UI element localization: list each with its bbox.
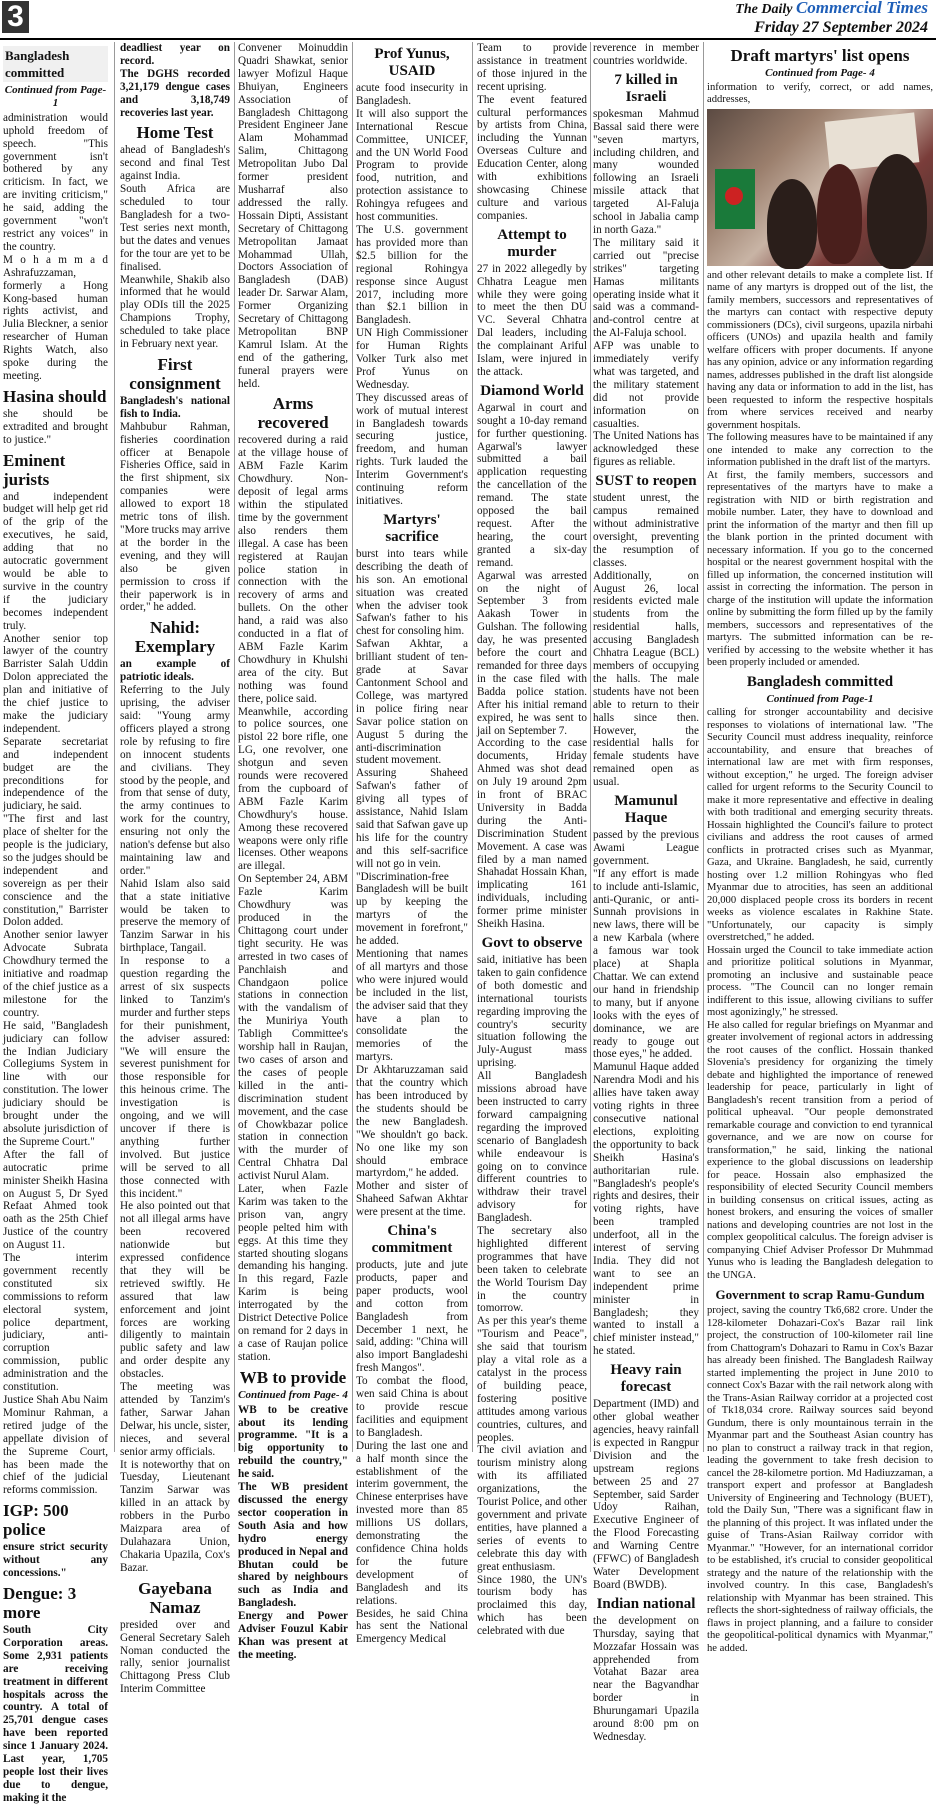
continued-label: Continued from Page- 4 xyxy=(238,1388,348,1401)
issue-date: Friday 27 September 2024 xyxy=(754,19,928,36)
article-text: It will also support the International Rescue Committee, UNICEF, and the UN World Food Program to provide food, nutrition, and protection assistance to Rohingya refugees and host communities. xyxy=(356,107,468,224)
article-text: The secretary also highlighted different programmes that have been taken to celebrate the World Tourism Day in the country tomorrow. xyxy=(477,1225,587,1315)
headline: IGP: 500 police xyxy=(3,1501,69,1540)
article-text: acute food insecurity in Bangladesh. xyxy=(356,82,468,107)
continued-label: Continued from Page-1 xyxy=(4,84,107,109)
article-text: To combat the flood, wen said China is about to provide rescue facilities and equipment to Bangladesh. xyxy=(356,1375,468,1439)
column-divider xyxy=(590,42,591,1452)
article-text: The interim government recently constituted six commissions to reform electoral system, police department, judiciary, anti-corruption commission, public administration and the constitution. xyxy=(3,1252,108,1394)
headline: Hasina should xyxy=(3,386,107,406)
article-text: In response to a question regarding the arrest of six suspects linked to Tanzim's murder and further steps for their punishment, the adviser assured: "We will ensure the severest punishment for those responsible for this heinous crime. The investigation is ongoing, and we will uncover if there is anything further involved. But justice will be served to all those connected with this incident." xyxy=(120,955,230,1200)
article-text: The civil aviation and tourism ministry along with its affiliated organizations, the Tourist Police, and other government and private entities, have planned a series of events to celebrate this day with great enthusiasm. xyxy=(477,1444,587,1573)
column-7 xyxy=(707,42,933,1654)
article-text: The following measures have to be maintained if any one intended to make any correction to the information published in the draft list of the martyrs. xyxy=(707,432,933,468)
article-text: administration would uphold freedom of speech. "This government isn't bothered by any criticism. In fact, we are inviting criticism," he said, adding the government "won't restrict any voices" in the country. xyxy=(3,111,108,253)
article-text: calling for stronger accountability and decisive responses to violations of international law. "The Security Council must address inequality, reinforce accountability, and ensure that breaches of international law are met with firm responses, without exception," he urged. The foreign adviser called for urgent reforms to the Security Council to make it more representative and effective in dealing with both traditional and emerging security threats. Hossain highlighted the Council's failure to protect civilians and address the root causes of armed conflicts in protracted crises such as Myanmar, Gaza, and Ukraine. Bangladesh, he said, currently hosting over 1.2 million Rohingyas who fled Myanmar due to atrocities, has seen an additional 20,000 displaced people cross its borders in recent weeks as violence escalates in Rakhine State. "Unfortunately, our capacity is simply overstretched," he added. xyxy=(707,707,933,943)
article-text: passed by the previous Awami League government. xyxy=(593,829,699,867)
article-text: M o h a m m a d Ashrafuzzaman, formerly a Hong Kong-based human rights activist, and Julia Bleckner, a senior researcher of Human Rights Watch, also spoke during the meeting. xyxy=(3,253,108,382)
column-divider xyxy=(352,42,353,1452)
article-text: Another senior top lawyer of the country Barrister Salah Uddin Dolon appreciated the plan and initiative of the chief justice to make the judiciary independent. xyxy=(3,632,108,735)
article-text: WB to be creative about its lending programme. "It is a big opportunity to rebuild the country," he said. xyxy=(238,1403,348,1481)
column-divider xyxy=(472,42,473,1452)
article-text: Energy and Power Adviser Fouzul Kabir Khan was present at the meeting. xyxy=(238,1610,348,1661)
article-text: All Bangladesh missions abroad have been instructed to carry forward campaigning regarding the improved scenario of Bangladesh while endeavour is going on to convince different countries to withdraw their travel advisory for Bangladesh. xyxy=(477,1070,587,1225)
article-text: reverence in member countries worldwide. xyxy=(593,42,699,67)
article-text: UN High Commissioner for Human Rights Volker Turk also met Prof Yunus on Wednesday. xyxy=(356,327,468,391)
article-text: "If any effort is made to include anti-Islamic, anti-Quranic, or anti-Sunnah provisions in new laws, there will be a new Karbala (where a famous war took place) at Shapla Chattar. We can extend our hand in friendship to many, but if anyone looks with the eyes of dominance, we are ready to gouge out those eyes," he added. xyxy=(593,867,699,1061)
article-text: Referring to the July uprising, the adviser said: "Young army officers played a strong role by refusing to fire on innocent students and civilians. They stood by the people, and from that sense of duty, the army continues to work for the country, ensuring not only the nation's defense but also maintaining law and order." xyxy=(120,684,230,877)
article-text: Mamunul Haque added Narendra Modi and his allies have taken away voting rights in three consecutive national elections, exploiting the opportunity to back Sheikh Hasina's authoritarian rule. "Bangladesh's people's rights and desires, their voting rights, have been trampled underfoot, all in the interest of serving India. They did not want to see an independent prime minister in Bangladesh; they wanted to install a chief minister instead," he stated. xyxy=(593,1061,699,1358)
headline: Gayebana Namaz xyxy=(138,1578,212,1617)
column-3 xyxy=(238,42,348,1661)
article-text: Convener Moinuddin Quadri Shawkat, senior lawyer Mofizul Haque Bhuiyan, Engineers Association of Bangladesh Chittagong President Engineer Jane Alam Mohammad Salim, Chittagong Metropolitan Jubo Dal former president Musharraf also addressed the rally. Hossain Dipti, Assistant Secretary of Chittagong Metropolitan Jamaat Mohammad Ullah, Doctors Association of Bangladesh (DAB) leader Dr. Sarwar Alam, Former Organizing Secretary of Chittagong Metropolitan BNP Kamrul Islam. At the end of the gathering, funeral prayers were held. xyxy=(238,42,348,390)
article-text: South Africa are scheduled to tour Bangladesh for a two-Test series next month, but the dates and venues for the tour are yet to be finalised. xyxy=(120,183,230,273)
newspaper-name-main: Commercial Times xyxy=(795,0,928,17)
headline: Bangladesh committed xyxy=(746,673,894,690)
article-lead: Bangladesh's national fish to India. xyxy=(120,394,230,420)
column-5 xyxy=(477,42,587,1638)
article-text: Another senior lawyer Advocate Subrata Chowdhury termed the initiative and roadmap of the chief justice as a milestone for the country. xyxy=(3,929,108,1019)
column-2 xyxy=(120,42,230,1696)
article-text: deadliest year on record. xyxy=(120,42,230,67)
page-number: 3 xyxy=(2,1,29,33)
article-text: products, jute and jute products, paper and paper products, wool and cotton from Bangladesh from December 1 next, he said, adding: "China will also import Bangladeshi fresh Mangos". xyxy=(356,1259,468,1375)
article-text: After the fall of autocratic prime minister Sheikh Hasina on August 5, Dr Syed Refaat Ahmed took oath as the 25th Chief Justice of the country on August 11. xyxy=(3,1148,108,1252)
article-text: During the last one and a half month since the establishment of the interim government, the Chinese enterprises have invested more than 85 millions US dollars, demonstrating the confidence China holds for the future development of Bangladesh and its relations. xyxy=(356,1439,468,1607)
article-text: ahead of Bangladesh's second and final Test against India. xyxy=(120,144,230,183)
article-text: "Discrimination-free Bangladesh will be built up by keeping the martyrs of the movement in forefront," he added. xyxy=(356,870,468,948)
newspaper-name xyxy=(735,0,928,18)
article-text: The meeting was attended by Tanzim's father, Sarwar Jahan Delwar, his uncle, sister, nieces, and several senior army officials. xyxy=(120,1381,230,1458)
article-text: Since 1980, the UN's tourism body has proclaimed this day, which has been celebrated with due xyxy=(477,1573,587,1638)
article-text: It is noteworthy that on Tuesday, Lieutenant Tanzim Sarwar was killed in an attack by robbers in the Purbo Maizpara area of Dulahazara Union, Chakaria Upazila, Cox's Bazar. xyxy=(120,1458,230,1574)
article-text: 27 in 2022 allegedly by Chhatra League men while they were going to meet the then DU VC. Several Chhatra Dal leaders, including the complainant Ariful Islam, were injured in the attack. xyxy=(477,262,587,378)
article-text: As per this year's theme "Tourism and Peace", she said that tourism play a vital role as a catalyst in the process of building peace, fostering positive attitudes among various countries, cultures, and peoples. xyxy=(477,1315,587,1444)
article-text: South City Corporation areas. Some 2,931 patients are receiving treatment in different hospitals across the country. A total of 25,701 dengue cases have been reported since 1 January 2024. Last year, 1,705 people lost their lives due to dengue, making it the xyxy=(3,1623,108,1804)
article-text: Assuring Shaheed Safwan's father of giving all types of assistance, Nahid Islam said that Safwan gave up his life for the country and this self-sacrifice will not go in vein. xyxy=(356,767,468,870)
article-text: recovered during a raid at the village house of ABM Fazle Karim Chowdhury. Non-deposit of legal arms within the stipulated time by the government also renders them illegal. A case has been registered at Raujan police station in connection with the recovery of arms and bullets. On the other hand, a raid was also conducted in a flat of ABM Fazle Karim Chowdhury in Khulshi area of the city. But nothing was found there, police said. xyxy=(238,434,348,705)
article-text: Separate secretariat and independent budget are the preconditions for independence of the judiciary, he said. xyxy=(3,735,108,813)
article-text: Agarwal in court and sought a 10-day remand for further questioning. Agarwal's lawyer submitted a bail application requesting the cancellation of the remand. The state opposed the bail request. After the hearing, the court granted a six-day remand. xyxy=(477,401,587,569)
newspaper-name-prefix: The Daily xyxy=(735,2,796,17)
article-text: The WB president discussed the energy sector cooperation in South Asia and how hydro energy produced in Nepal and Bhutan could be shared by neighbours such as India and Bangladesh. xyxy=(238,1481,348,1610)
article-text: Agarwal was arrested on the night of September 3 from Aakash Tower in Gulshan. The following day, he was presented before the court and remanded for three days in the case filed with Badda police station. After his initial remand expired, he was sent to jail on September 7. xyxy=(477,569,587,737)
article-text: He said, "Bangladesh judiciary can follow the Indian Judiciary Collegiums System in line with our constitution. The lower judiciary should be brought under the absolute jurisdiction of the Supreme Court." xyxy=(3,1019,108,1148)
headline: Martyrs' sacrifice xyxy=(383,511,441,545)
headline: China's commitment xyxy=(371,1223,453,1257)
article-text: Mother and sister of Shaheed Safwan Akhtar were present at the time. xyxy=(356,1180,468,1219)
article-text: the development on Thursday, saying that Mozzafar Hossain was apprehended from Votahat Bazar area near the Bagvandhar border in Bhurungamari Upazila around 8:00 pm on Wednesday. xyxy=(593,1614,699,1743)
headline: Indian national xyxy=(596,1595,696,1612)
protest-photo xyxy=(707,109,933,266)
article-text: Dr Akhtaruzzaman said that the country which has been introduced by the students should be the new Bangladesh. "We shouldn't go back. No one like my son should embrace martyrdom," he added. xyxy=(356,1064,468,1180)
article-text: Additionally, on August 26, local residents evicted male students from the residential halls, accusing Bangladesh Chhatra League (BCL) members of occupying the halls. The male students have not been able to return to their halls since then. However, the residential halls for female students have remained open as usual. xyxy=(593,569,699,789)
headline: Eminent jurists xyxy=(3,450,66,489)
masthead xyxy=(0,0,936,40)
article-text: He also called for regular briefings on Myanmar and greater involvement of regional actors in addressing the root causes of the conflict. Hossain thanked Slovenia's presidency for organizing the timely debate and highlighted the importance of renewed leadership for peace, particularly in light of Bangladesh's recent transition from a period of political upheaval. "Our people demonstrated remarkable courage and conviction to end tyrannical governance, and we are now on course for transformation," he said, linking the national experience to the global discussions on leadership for peace. Hossain also emphasized the responsibility of elected Security Council members in building consensus on critical issues, acting as honest brokers, and ensuring the voices of smaller nations and developing countries are not lost in the complex geopolitical calculus. The foreign adviser is companying Chief Adviser Professor Dr Muhmmad Yunus who is leading the Bangladesh delegation to the UNGA. xyxy=(707,1019,933,1281)
column-divider xyxy=(234,42,235,1452)
headline: Draft martyrs' list opens xyxy=(730,46,910,65)
headline: SUST to reopen xyxy=(595,473,697,490)
column-divider xyxy=(114,42,115,1452)
column-4 xyxy=(356,42,468,1646)
headline: 7 killed in Israeli xyxy=(614,71,678,105)
article-text: The event featured cultural performances by artists from China, including the Yunnan Overseas Culture and Education Center, along with exhibitions showcasing Chinese culture and various companies. xyxy=(477,93,587,222)
article-text: At first, the family members, successors and representatives of the martyrs have to make a registration with NID or birth registration and mobile number. Later, they have to download and print the information of the martyr and then fill up the blank portion in the printed document with necessary information. If you go to the concerned hospital or the nearest government hospital with the filled up information, the concerned institution will assist in correcting the information. The person in charge of the institution will update the information online by submitting the form filled up by the family members, successors and representatives of the martyrs. The submitted information can be re-verified by accessing to the website whether it has been properly included or amended. xyxy=(707,469,933,668)
article-text: Besides, he said China has sent the National Emergency Medical xyxy=(356,1607,468,1646)
headline: Nahid: Exemplary xyxy=(134,618,216,657)
headline: Home Test xyxy=(136,123,214,143)
article-text: The DGHS recorded 3,21,179 dengue cases and 3,18,749 recoveries last year. xyxy=(120,67,230,119)
headline: WB to provide xyxy=(239,1367,347,1387)
article-text: He also pointed out that not all illegal arms have been recovered nationwide but expressed confidence that they will be retrieved swiftly. He assured that law enforcement and joint forces are working diligently to maintain public safety and law and order despite any obstacles. xyxy=(120,1200,230,1381)
article-text: Meanwhile, Shakib also informed that he would play ODIs till the 2025 Champions Trophy, scheduled to take place in February next year. xyxy=(120,273,230,351)
article-text: AFP was unable to immediately verify what was targeted, and the military statement did not provide information on casualties. xyxy=(593,340,699,430)
headline: Attempt to murder xyxy=(497,226,567,260)
headline: First consignment xyxy=(129,354,221,393)
article-text: Mahbubur Rahman, fisheries coordination officer at Benapole Fisheries Office, said in the first shipment, six companies were allowed to export 18 metric tons of ilish. "More trucks may arrive at the border in the evening, and they will also be given permission to cross if their paperwork is in order," he added. xyxy=(120,420,230,614)
article-text: "The first and last place of shelter for the people is the judiciary, so the judges should be independent and sovereign as per their conscience and the constitution," Barrister Dolon added. xyxy=(3,813,108,929)
continued-label: Continued from Page- 4 xyxy=(765,67,875,79)
article-text: Department (IMD) and other global weather agencies, heavy rainfall is expected in Rangpur Division and the upstream regions between 25 and 27 September, said Sarder Udoy Raihan, Executive Engineer of the Flood Forecasting and Warning Centre (FFWC) of Bangladesh Water Development Board (BWDB). xyxy=(593,1398,699,1591)
headline: Govt to observe xyxy=(481,935,583,951)
article-text: According to the case documents, Hriday Ahmed was shot dead on July 19 around 2pm in front of BRAC University in Badda during the Anti-Discrimination Student Movement. A case was filed by a man named Shahadat Hossain Khan, implicating 161 individuals, including former prime minister Sheikh Hasina. xyxy=(477,737,587,931)
article-text: burst into tears while describing the death of his son. An emotional situation was created when the adviser took Safwan's father to his chest for consoling him. xyxy=(356,547,468,638)
article-text: student unrest, the campus remained without administrative oversight, preventing the resumption of classes. xyxy=(593,492,699,569)
column-1 xyxy=(3,42,108,1804)
article-text: Hossain urged the Council to take immediate action and prioritize political solutions in Myanmar, promoting an inclusive and sustainable peace process. "The Council can no longer remain indifferent to this issue, allowing civilians to suffer most agonizingly," he stressed. xyxy=(707,944,933,1018)
headline: Dengue: 3 more xyxy=(3,1583,77,1622)
article-text: The U.S. government has provided more than $2.5 billion for the regional Rohingya response since August 2017, including more than $2.1 billion in Bangladesh. xyxy=(356,223,468,327)
article-text: Team to provide assistance in treatment of those injured in the recent uprising. xyxy=(477,42,587,93)
article-text: said, initiative has been taken to gain confidence of both domestic and international tourists regarding improving the country's security situation following the July-August mass uprising. xyxy=(477,954,587,1070)
article-text: Safwan Akhtar, a brilliant student of ten-grade at Savar Cantonment School and College, was martyred in police firing near Savar police station on August 5 during the anti-discrimination student movement. xyxy=(356,638,468,767)
article-text: spokesman Mahmud Bassal said there were "seven martyrs, including children, and many wounded following an Israeli missile attack that targeted Al-Faluja school in Jabalia camp in north Gaza." xyxy=(593,107,699,236)
article-text: presided over and General Secretary Saleh Noman conducted the rally, senior journalist Chittagong Press Club Interim Committee xyxy=(120,1618,230,1696)
article-text: and other relevant details to make a complete list. If name of any martyrs is dropped out of the list, the family members, successors and representatives of the martyrs can contact with respective deputy commissioners (DCs), civil surgeons, upazila nirbahi officers (UNOs) and upazila health and family welfare officers with proper documents. If anyone has any opinion, advice or any information regarding names, addresses published in the draft list alongside having any data or information to add in the list, has been requested to inform the respective hospitals from where services received and nearby government hospitals. xyxy=(707,269,933,431)
column-6 xyxy=(593,42,699,1743)
article-text: ensure strict security without any concessions." xyxy=(3,1541,108,1580)
continued-label: Continued from Page-1 xyxy=(766,692,874,705)
headline: Bangladesh committed xyxy=(3,46,108,82)
article-text: information to verify, correct, or add names, addresses, xyxy=(707,81,933,105)
article-text: Meanwhile, according to police sources, one pistol 22 bore rifle, one LG, one revolver, one shotgun and seven rounds were recovered from the cupboard of ABM Fazle Karim Chowdhury's house. Among these recovered weapons were only rifle licenses. Other weapons are illegal. xyxy=(238,705,348,873)
article-text: Justice Shah Abu Naim Mominur Rahman, a retired judge of the appellate division of the Supreme Court, has been made the chief of the judicial reforms commission. xyxy=(3,1394,108,1497)
headline: Government to scrap Ramu-Gundum xyxy=(715,1287,925,1302)
headline: Diamond World xyxy=(480,382,584,399)
article-text: On September 24, ABM Fazle Karim Chowdhury was produced in the Chittagong court under tight security. He was arrested in two cases of Panchlaish and Chandgaon police stations in connection with the vandalism of the Muniriya Youth Tabligh Committee's worship hall in Raujan, two cases of arson and the cases of people killed in the anti-discrimination student movement, and the case of Chowkbazar police station in connection with the murder of Central Chhatra Dal activist Nurul Alam. xyxy=(238,873,348,1183)
headline: Prof Yunus, USAID xyxy=(374,46,450,79)
article-text: she should be extradited and brought to justice." xyxy=(3,407,108,446)
article-text: project, saving the country Tk6,682 crore. Under the 128-kilometer Dohazari-Cox's Bazar rail link project, the construction of 100-kilometer rail line from Chattogram's Dohazari to Ramu in Cox's Bazar has already been finished. The Bangladesh Railway started implementing the project in June 2010 to connect Cox's Bazar with the rail network along with the Trans-Asian Railway corridor at a projected cost of Tk18,034 crore. Railway sources said beyond Gundum, there is only mountainous terrain in the Myanmar part and the Southeast Asian country has no plan to construct a railway track in that region, leading the government to take fresh decision to cancel the 28-kilometre portion. Md Hadiuzzaman, a transport expert and professor at Bangladesh University of Engineering and Technology (BUET), told the Daily Sun, "There was a significant flaw in the planning of this project. It was inflated under the guise of Trans-Asian Railway corridor with Myanmar." "However, for an international corridor to be established, it's crucial to consider geopolitical strategy and the nature of the relationship with the involved country. In this case, Bangladesh's relationship with Myanmar has been strained. This reflects the short-sightedness of railway officials, the flaws in project planning, and a failure to consider the geopolitical-political dynamics with Myanmar," he added. xyxy=(707,1305,933,1654)
article-text: Later, when Fazle Karim was taken to the prison van, angry people pelted him with eggs. At this time they started shouting slogans demanding his hanging. In this regard, Fazle Karim is being interrogated by the District Detective Police on remand for 2 days in a case of Raujan police station. xyxy=(238,1183,348,1363)
headline: Heavy rain forecast xyxy=(610,1362,682,1396)
article-text: The United Nations has acknowledged these figures as reliable. xyxy=(593,430,699,469)
article-text: They discussed areas of work of mutual interest in Bangladesh towards securing justice, freedom, and human rights. Turk lauded the Interim Government's continuing reform initiatives. xyxy=(356,391,468,507)
article-text: Nahid Islam also said that a state initiative would be taken to preserve the memory of Tanzim Sarwar in his birthplace, Tangail. xyxy=(120,877,230,955)
article-text: and independent budget will help get rid of the grip of the executives, he said, adding that no autocratic government would be able to survive in the country if the judiciary becomes independent truly. xyxy=(3,490,108,632)
article-lead: an example of patriotic ideals. xyxy=(120,658,230,684)
article-text: The military said it carried out "precise strikes" targeting Hamas militants operating inside what it said was a command-and-control centre at the Al-Faluja school. xyxy=(593,236,699,340)
article-text: Mentioning that names of all martyrs and those who were injured would be included in the list, the adviser said that they have a plan to consolidate the memories of the martyrs. xyxy=(356,948,468,1064)
column-divider xyxy=(703,42,704,1452)
headline: Mamunul Haque xyxy=(614,793,678,827)
headline: Arms recovered xyxy=(257,394,329,433)
